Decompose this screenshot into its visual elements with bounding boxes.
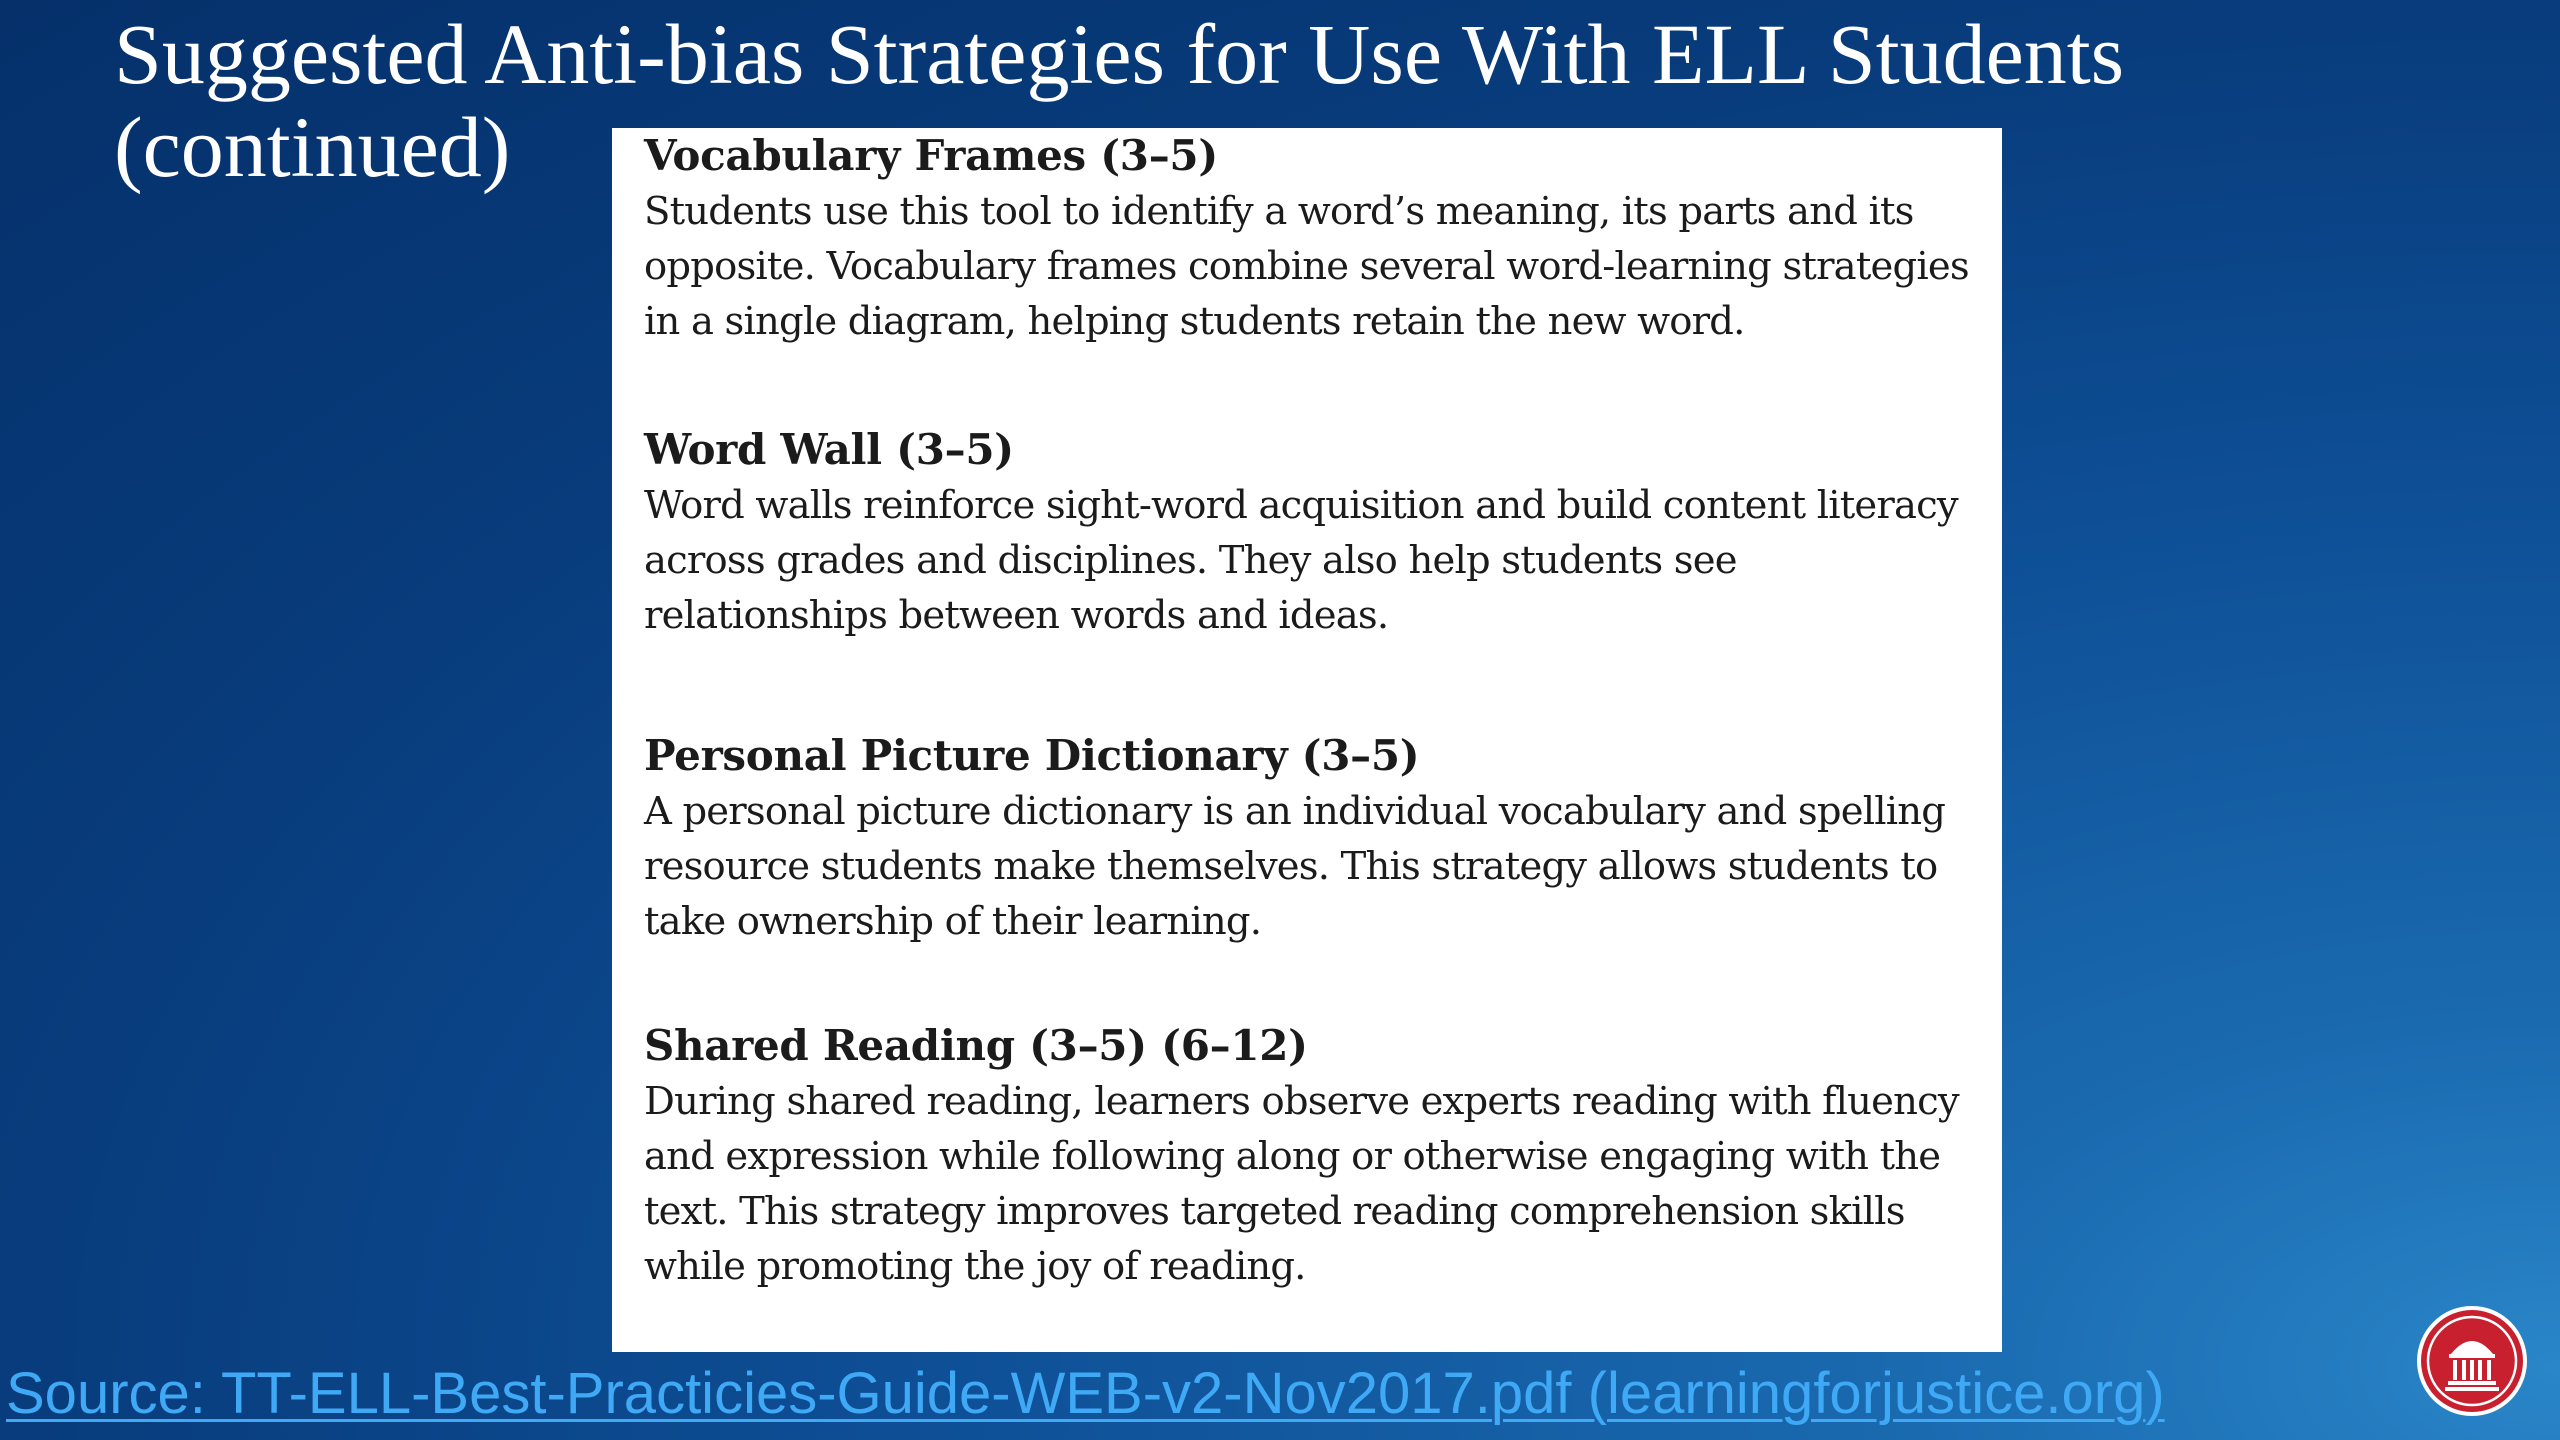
strategy-heading: Vocabulary Frames (3–5): [644, 131, 1218, 180]
strategy-description: A personal picture dictionary is an individual vocabulary and spelling resource students make themselves. This strategy allows students to take ownership of their learning.: [644, 789, 1946, 944]
strategies-panel: [612, 128, 2002, 1352]
slide-title: Suggested Anti-bias Strategies for Use With ELL Students (continued): [114, 6, 2125, 195]
strategy-heading: Word Wall (3–5): [644, 425, 1014, 474]
strategy-description: Students use this tool to identify a word’s meaning, its parts and its opposite. Vocabulary frames combine several word-learning strategies in a single diagram, helping students retain the new word.: [644, 189, 1969, 344]
strategy-personal-picture-dictionary: [644, 728, 1974, 949]
strategy-description: Word walls reinforce sight-word acquisition and build content literacy across grades and disciplines. They also help students see relationships between words and ideas.: [644, 483, 1958, 638]
strategy-shared-reading: [644, 1018, 1974, 1294]
source-link[interactable]: Source: TT-ELL-Best-Practicies-Guide-WEB-v2-Nov2017.pdf (learningforjustice.org): [6, 1361, 2165, 1426]
strategy-heading: Shared Reading (3–5) (6–12): [644, 1021, 1308, 1070]
strategy-vocabulary-frames: [644, 128, 1974, 349]
strategy-heading: Personal Picture Dictionary (3–5): [644, 731, 1420, 780]
logo-graphic: [2421, 1310, 2523, 1412]
university-building-icon: [2421, 1310, 2523, 1412]
strategy-word-wall: [644, 422, 1974, 643]
strategy-description: During shared reading, learners observe experts reading with fluency and expression while following along or otherwise engaging with the text. This strategy improves targeted reading comprehension skills while promoting the joy of reading.: [644, 1079, 1959, 1289]
